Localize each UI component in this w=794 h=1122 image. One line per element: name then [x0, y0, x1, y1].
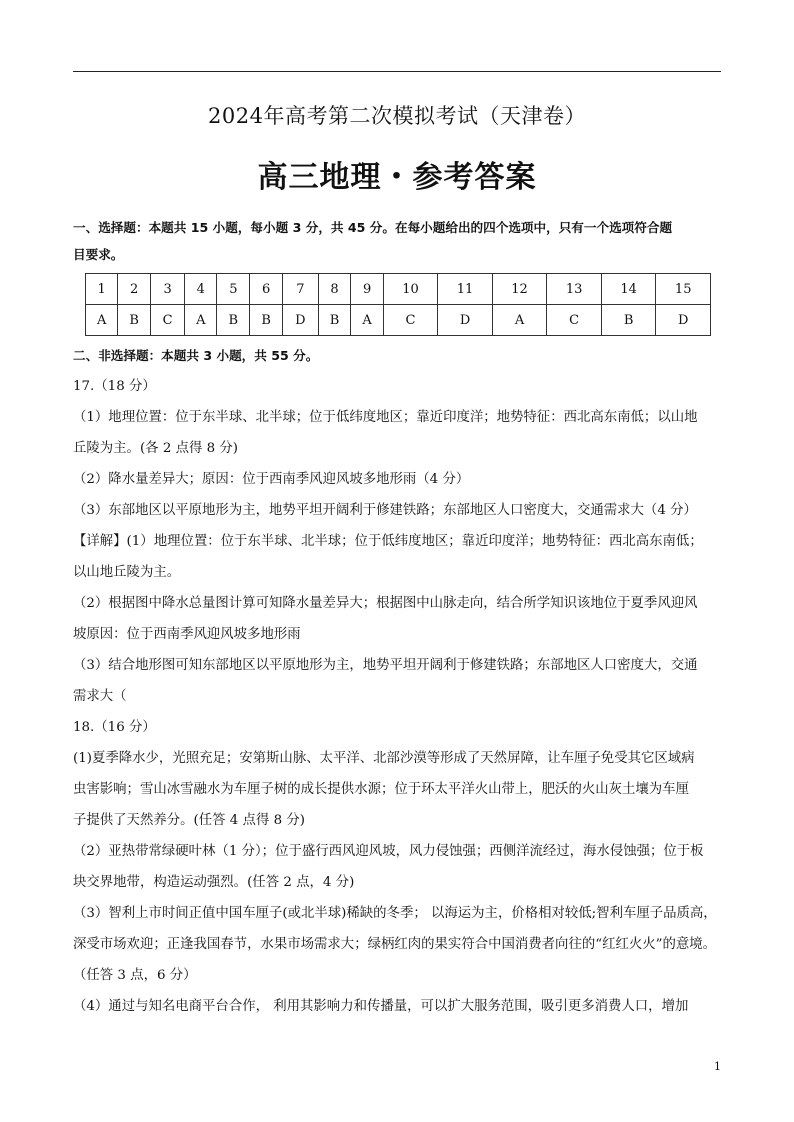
answer-line: 虫害影响；雪山冰雪融水为车厘子树的成长提供水源；位于环太平洋火山带上，肥沃的火山灰土壤为车厘: [73, 782, 689, 797]
question-number: 8: [318, 274, 351, 305]
answer-line: （1）地理位置：位于东半球、北半球；位于低纬度地区；靠近印度洋；地势特征：西北高东南低；以山地: [73, 410, 698, 425]
question-number: 13: [547, 274, 602, 305]
section1-heading: 一、选择题：本题共 15 小题，每小题 3 分，共 45 分。在每小题给出的四个选项中，只有一个选项符合题: [73, 220, 673, 235]
question-number: 14: [601, 274, 656, 305]
answer-line: （2）亚热带常绿硬叶林（1 分）；位于盛行西风迎风坡，风力侵蚀强；西侧洋流经过，海水侵蚀强；位于板: [73, 844, 704, 859]
question-number: 9: [351, 274, 383, 305]
answer-cell: A: [185, 305, 217, 336]
answer-line: 坡原因：位于西南季风迎风坡多地形雨: [73, 627, 301, 642]
answer-cell: B: [318, 305, 351, 336]
answer-line: （2）根据图中降水总量图计算可知降水量差异大；根据图中山脉走向，结合所学知识该地位于夏季风迎风: [73, 596, 698, 611]
answer-line: (1)夏季降水少，光照充足；安第斯山脉、太平洋、北部沙漠等形成了天然屏障，让车厘子免受其它区域病: [73, 751, 695, 766]
answer-line: 子提供了天然养分。(任答 4 点得 8 分): [73, 813, 305, 828]
answer-line: 块交界地带，构造运动强烈。(任答 2 点，4 分): [73, 875, 355, 890]
question-number: 10: [383, 274, 438, 305]
answer-line: （任答 3 点，6 分）: [73, 968, 197, 983]
question-number: 5: [217, 274, 250, 305]
answer-line: 17.（18 分）: [73, 379, 156, 394]
answer-line: 18.（16 分）: [73, 720, 156, 735]
answer-cell: B: [250, 305, 283, 336]
question-number: 1: [86, 274, 118, 305]
table-row-numbers: [86, 274, 711, 305]
answer-line: （3）结合地形图可知东部地区以平原地形为主，地势平坦开阔利于修建铁路；东部地区人口密度大，交通: [73, 658, 698, 673]
section2-heading: 二、非选择题：本题共 3 小题，共 55 分。: [73, 348, 319, 363]
answer-cell: D: [438, 305, 493, 336]
section1-heading-cont: 目要求。: [73, 247, 124, 262]
answer-cell: D: [656, 305, 711, 336]
answer-cell: A: [351, 305, 383, 336]
exam-title: 2024年高考第二次模拟考试（天津卷）: [208, 104, 586, 128]
question-number: 6: [250, 274, 283, 305]
question-number: 11: [438, 274, 493, 305]
question-number: 7: [283, 274, 319, 305]
answer-cell: A: [492, 305, 547, 336]
table-row-answers: [86, 305, 711, 336]
answer-cell: D: [283, 305, 319, 336]
question-number: 12: [492, 274, 547, 305]
answer-cell: B: [217, 305, 250, 336]
answer-line: 深受市场欢迎；正逢我国春节，水果市场需求大；绿柄红肉的果实符合中国消费者向往的“红红火火”的意境。: [73, 937, 717, 952]
answer-line: （4）通过与知名电商平台合作， 利用其影响力和传播量，可以扩大服务范围，吸引更多消费人口，增加: [73, 999, 689, 1014]
answer-cell: B: [601, 305, 656, 336]
question-number: 3: [151, 274, 185, 305]
top-rule: [73, 71, 721, 72]
answer-line: （2）降水量差异大；原因：位于西南季风迎风坡多地形雨（4 分）: [73, 472, 470, 487]
answer-cell: C: [383, 305, 438, 336]
answer-table: [85, 273, 711, 336]
answer-cell: C: [547, 305, 602, 336]
answer-line: （3）智利上市时间正值中国车厘子(或北半球)稀缺的冬季； 以海运为主，价格相对较低;智利车厘子品质高，: [73, 906, 717, 921]
question-number: 2: [118, 274, 151, 305]
answer-line: 【详解】(1）地理位置：位于东半球、北半球；位于低纬度地区；靠近印度洋；地势特征：西北高东南低；: [73, 534, 703, 549]
answer-line: 以山地丘陵为主。: [73, 565, 181, 580]
answer-cell: B: [118, 305, 151, 336]
question-number: 15: [656, 274, 711, 305]
question-number: 4: [185, 274, 217, 305]
answer-cell: C: [151, 305, 185, 336]
answer-line: （3）东部地区以平原地形为主，地势平坦开阔利于修建铁路；东部地区人口密度大，交通需求大（4 分）: [73, 503, 697, 518]
answer-cell: A: [86, 305, 118, 336]
answer-line: 丘陵为主。(各 2 点得 8 分): [73, 441, 239, 456]
page-number: 1: [714, 1060, 721, 1073]
answer-line: 需求大（: [73, 689, 127, 704]
subject-title: 高三地理・参考答案: [257, 160, 537, 195]
answer-content: [73, 212, 723, 1022]
